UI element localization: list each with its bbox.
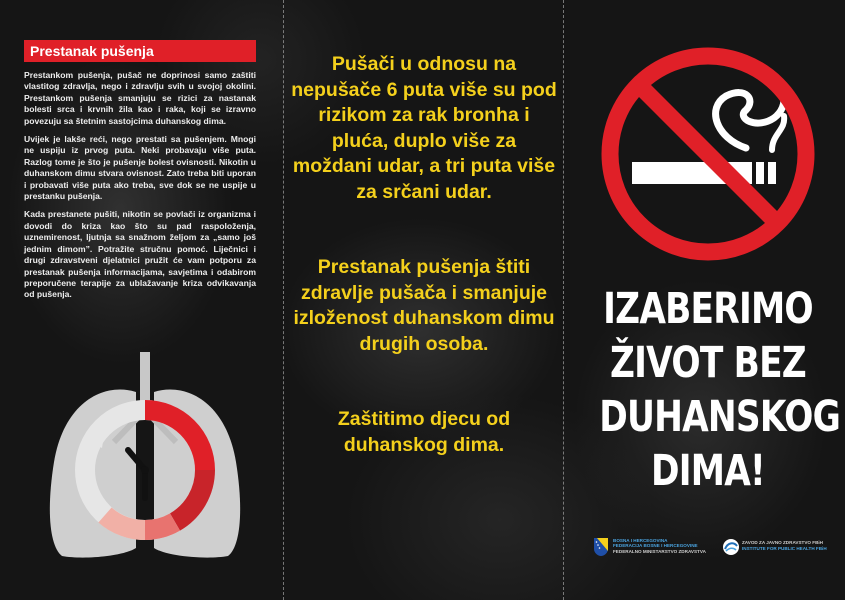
risk-statement: Pušači u odnosu na nepušače 6 puta više su pod rizikom za rak bronha i pluća, duplo više za moždani udar, a tri puta više za srčani udar. (291, 53, 557, 203)
middle-panel (290, 52, 558, 458)
lungs-clock-icon (44, 352, 246, 560)
fbih-ministry-logo (593, 537, 715, 559)
paragraph-1: Prestankom pušenja, pušač ne doprinosi samo zaštiti vlastitog zdravlja, nego i zdravlju svih u svojoj okolini. Prestankom pušenja smanjuju se rizici za nastanak bolesti srca i krvnih žila kao i raka, koji se izravno povezuju sa štetnim sastojcima duhanskog dima. (24, 70, 256, 126)
headline-line-3: DUHANSKOG (599, 392, 841, 442)
fold-line-2 (563, 0, 564, 600)
section-title: Prestanak pušenja (24, 40, 256, 62)
zzjz-logo (722, 537, 840, 559)
headline-line-1: IZABERIMO (603, 284, 813, 334)
benefit-statement: Prestanak pušenja štiti zdravlje pušača i smanjuje izloženost duhanskom dimu drugih osoba. (293, 256, 555, 355)
zzjz-line-1: ZAVOD ZA JAVNO ZDRAVSTVO FBiH (742, 540, 823, 545)
paragraph-3: Kada prestanete pušiti, nikotin se povlači iz organizma i dovodi do kriza kao što su pad raspoloženja, uznemirenost, ljutnja sa snažnom željom za „samo još jednim dimom”. Potražite stručnu pomoć. Liječnici i drugi zdravstveni djelatnici pružit će vam potporu za prestanak pušenja informacijama, savjetima i odabirom preporučene terapije za ublažavanje kriza odvikavanja od pušenja. (24, 209, 256, 300)
headline-line-4: DIMA! (651, 446, 765, 496)
left-panel (24, 40, 256, 308)
fbih-line-2: FEDERACIJA BOSNE I HERCEGOVINE (613, 543, 698, 549)
zzjz-logo-icon (722, 538, 740, 556)
fold-line-1 (283, 0, 284, 600)
bih-coat-of-arms-icon (593, 537, 609, 557)
headline-line-2: ŽIVOT BEZ (610, 338, 806, 388)
protect-children-statement: Zaštitimo djecu od duhanskog dima. (337, 408, 511, 456)
zzjz-line-2: INSTITUTE FOR PUBLIC HEALTH FBiH (742, 545, 827, 551)
headline (599, 282, 841, 498)
no-smoking-icon (596, 38, 820, 268)
fbih-line-1: BOSNA I HERCEGOVINA (613, 538, 668, 543)
fbih-line-3: FEDERALNO MINISTARSTVO ZDRAVSTVA (613, 548, 706, 554)
paragraph-2: Uvijek je lakše reći, nego prestati sa pušenjem. Mnogi ne uspiju iz prvog puta. Neki probavaju više puta. Razlog tome je što je pušenje bolest ovisnosti. Nikotin u duhanskom dimu stvara ovisnost. Zato treba biti uporan i probavati više puta ako treba, sve dok se ne uspije u prestanku pušenja. (24, 134, 256, 202)
